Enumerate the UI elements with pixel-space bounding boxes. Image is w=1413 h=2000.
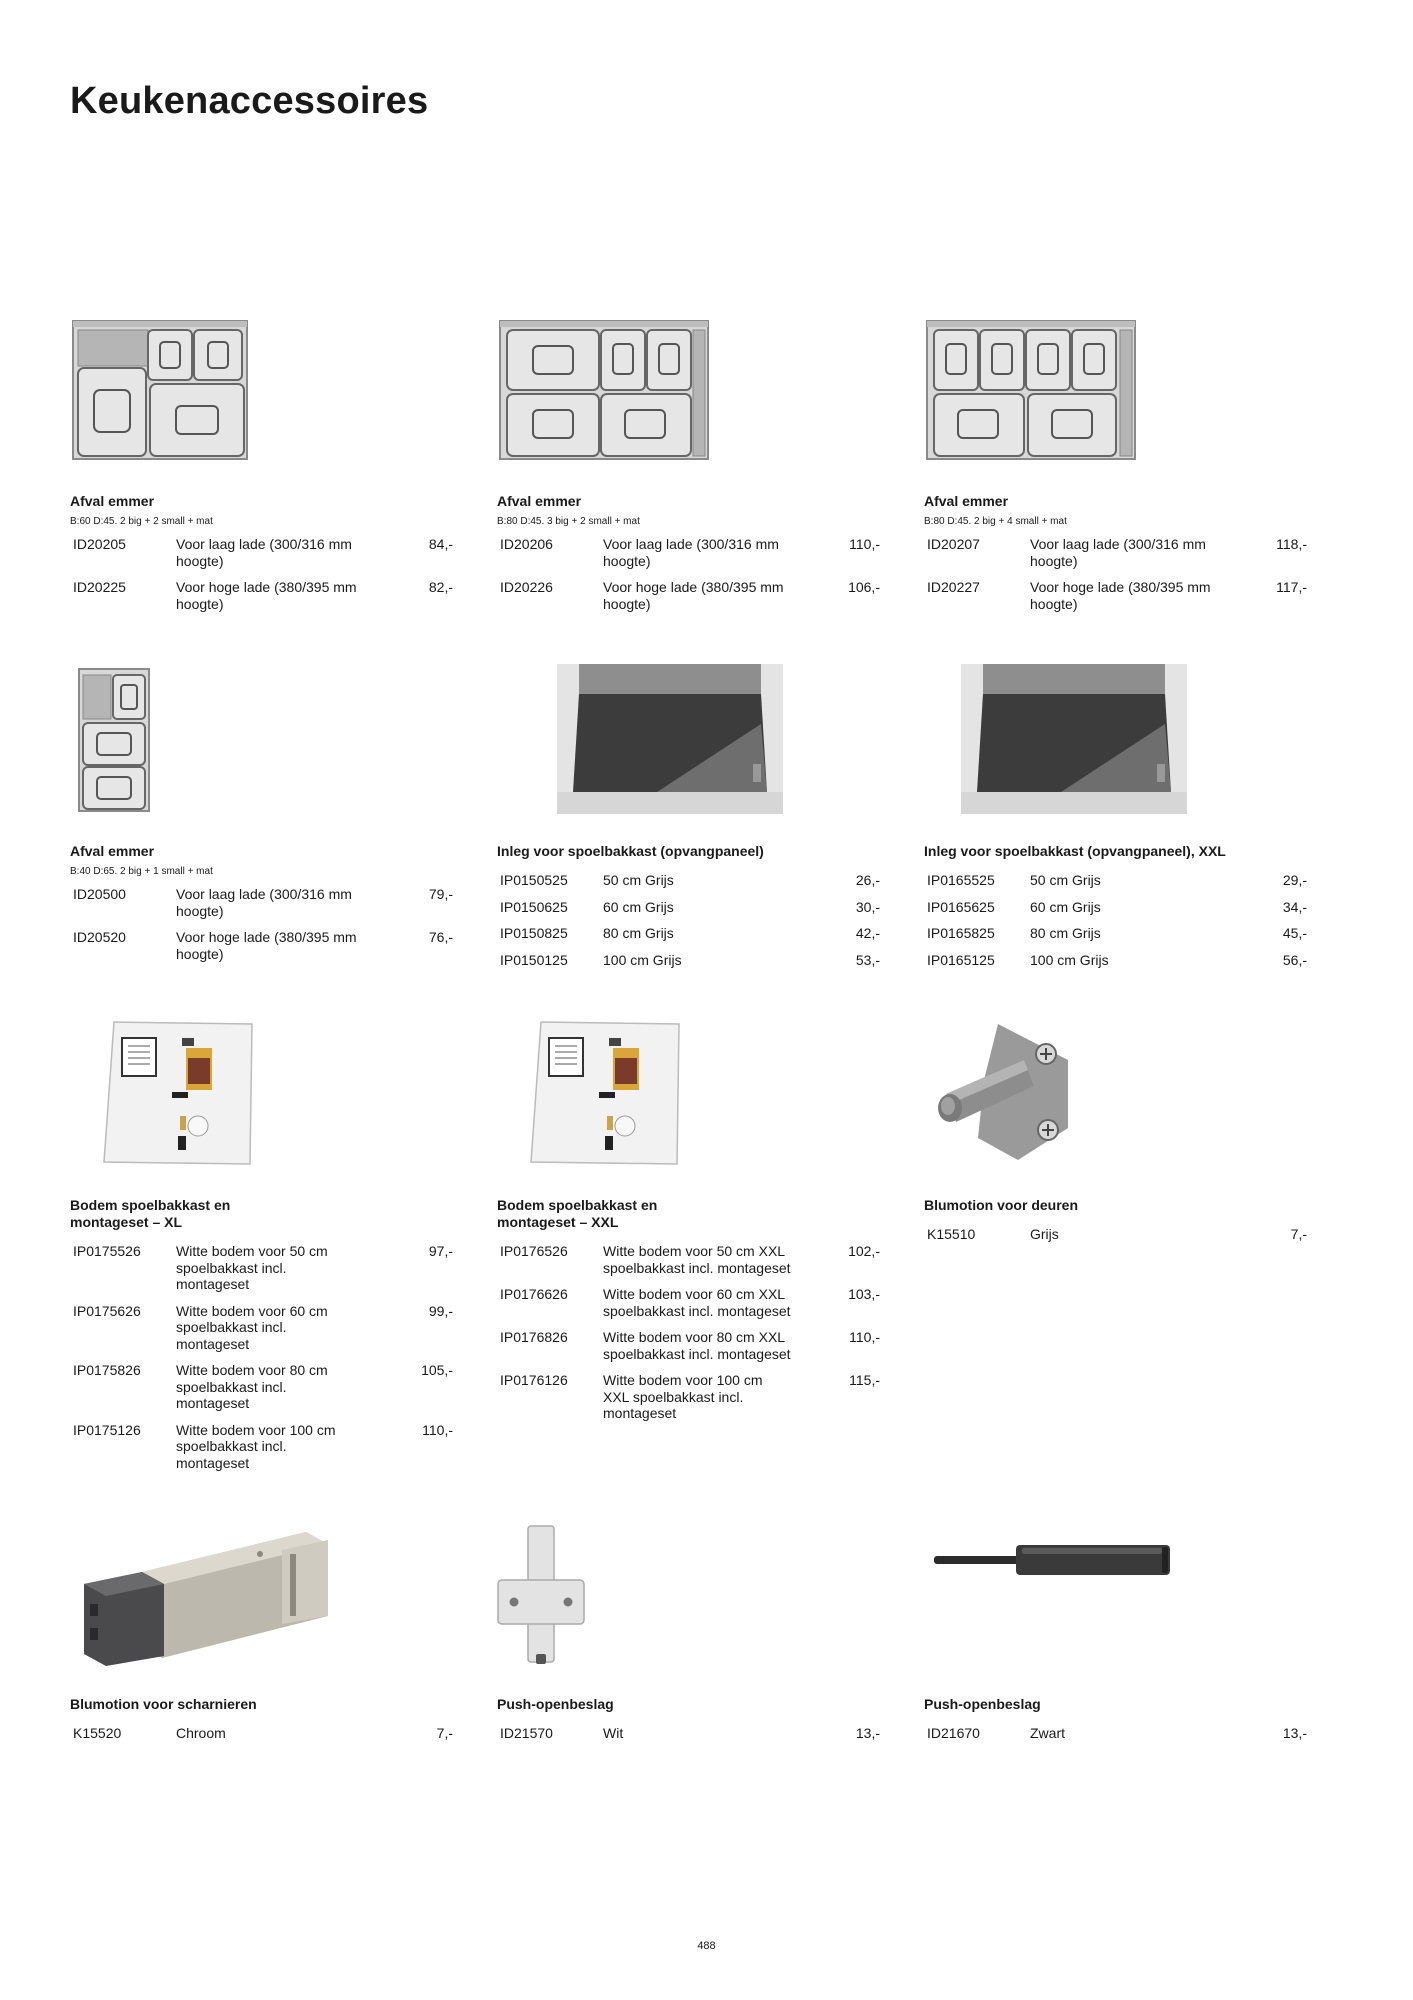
price-row	[70, 579, 470, 612]
article-description: Voor hoge lade (380/395 mm hoogte)	[176, 929, 357, 962]
article-price: 110,-	[422, 1421, 453, 1438]
article-price: 53,-	[855, 951, 880, 968]
article-code: ID20207	[927, 536, 980, 552]
article-code: ID20206	[500, 536, 553, 552]
article-code: IP0150525	[500, 872, 568, 888]
article-description: Voor laag lade (300/316 mm hoogte)	[1030, 536, 1206, 569]
article-price: 79,-	[428, 886, 453, 902]
article-description: Voor hoge lade (380/395 mm hoogte)	[603, 579, 784, 612]
push-opener-black-icon	[932, 1543, 1172, 1577]
article-code: IP0165625	[927, 898, 995, 915]
page-title: Keukenaccessoires	[70, 80, 429, 122]
article-code: ID20205	[73, 536, 126, 552]
article-code: IP0176526	[500, 1243, 568, 1259]
article-code: IP0165825	[927, 925, 995, 941]
price-row	[497, 872, 897, 889]
article-price: 110,-	[849, 1329, 880, 1345]
product-title: Push-openbeslag	[924, 1696, 1041, 1712]
price-row	[70, 1243, 470, 1293]
sink-base-panel-kit-icon	[102, 1020, 254, 1166]
price-table	[924, 536, 1324, 612]
article-description: Witte bodem voor 60 cm spoelbakkast incl. montageset	[176, 1302, 328, 1352]
price-row	[924, 872, 1324, 889]
product-card	[497, 1696, 897, 1752]
article-description: Voor hoge lade (380/395 mm hoogte)	[1030, 579, 1211, 612]
price-row	[924, 952, 1324, 969]
article-description: Wit	[603, 1725, 624, 1741]
price-table	[70, 886, 470, 962]
price-row	[497, 1286, 897, 1319]
product-card	[924, 493, 1324, 622]
article-description: 60 cm Grijs	[1030, 898, 1101, 915]
article-price: 13,-	[1282, 1725, 1307, 1741]
price-row	[70, 1303, 470, 1353]
price-table	[497, 872, 897, 968]
door-damper-icon	[928, 1020, 1084, 1170]
article-code: ID20520	[73, 929, 126, 945]
article-description: Voor laag lade (300/316 mm hoogte)	[176, 536, 352, 569]
article-description: Witte bodem voor 50 cm spoelbakkast incl. montageset	[176, 1243, 328, 1292]
product-card	[924, 843, 1324, 978]
article-description: Chroom	[176, 1725, 226, 1741]
price-row	[924, 925, 1324, 942]
product-card	[924, 1197, 1324, 1253]
price-row	[497, 899, 897, 916]
article-description: Voor laag lade (300/316 mm hoogte)	[176, 886, 352, 919]
price-table	[70, 1243, 470, 1471]
article-description: 50 cm Grijs	[603, 872, 674, 888]
article-code: ID21670	[927, 1725, 980, 1741]
article-code: IP0175126	[73, 1421, 141, 1438]
price-row	[924, 536, 1324, 569]
article-price: 56,-	[1282, 951, 1307, 968]
sink-base-panel-kit-icon	[529, 1020, 681, 1166]
article-code: IP0150825	[500, 925, 568, 941]
price-row	[497, 1243, 897, 1276]
article-code: IP0150625	[500, 898, 568, 915]
product-title: Push-openbeslag	[497, 1696, 614, 1712]
article-price: 110,-	[849, 536, 880, 552]
product-title: Inleg voor spoelbakkast (opvangpaneel)	[497, 843, 764, 859]
article-description: 50 cm Grijs	[1030, 872, 1101, 888]
product-card	[70, 493, 470, 622]
article-price: 42,-	[855, 925, 880, 941]
price-table	[70, 536, 470, 612]
product-title: Afval emmer	[924, 493, 1009, 509]
article-code: IP0150125	[500, 951, 568, 968]
article-code: K15520	[73, 1725, 122, 1741]
price-row	[497, 925, 897, 942]
article-price: 7,-	[436, 1725, 453, 1741]
product-card	[70, 1696, 470, 1752]
product-card	[497, 493, 897, 622]
price-row	[497, 1725, 897, 1742]
waste-bin-drawer-insert-icon	[924, 318, 1138, 464]
price-row	[70, 929, 470, 962]
price-row	[70, 886, 470, 919]
article-code: IP0175526	[73, 1243, 141, 1259]
article-description: Witte bodem voor 100 cm spoelbakkast incl. montageset	[176, 1421, 336, 1471]
price-table	[70, 1725, 470, 1742]
article-code: IP0176626	[500, 1286, 568, 1302]
product-title: Blumotion voor deuren	[924, 1197, 1078, 1213]
product-title: Afval emmer	[497, 493, 582, 509]
price-table	[924, 1226, 1324, 1243]
article-price: 106,-	[848, 579, 880, 595]
price-row	[70, 536, 470, 569]
product-card	[497, 1197, 897, 1432]
article-code: ID20500	[73, 886, 126, 902]
price-row	[497, 579, 897, 612]
article-description: Zwart	[1030, 1725, 1065, 1741]
product-subtitle: B:40 D:65. 2 big + 1 small + mat	[70, 866, 213, 877]
article-description: Grijs	[1030, 1226, 1059, 1242]
article-price: 13,-	[855, 1725, 880, 1741]
sink-cabinet-mat-icon	[557, 664, 783, 814]
article-code: IP0176126	[500, 1372, 568, 1388]
product-subtitle: B:60 D:45. 2 big + 2 small + mat	[70, 516, 213, 527]
article-price: 97,-	[428, 1243, 453, 1259]
article-price: 26,-	[855, 872, 880, 888]
article-price: 82,-	[428, 579, 453, 595]
article-price: 34,-	[1282, 898, 1307, 915]
waste-bin-drawer-insert-icon	[77, 667, 151, 813]
article-code: ID20225	[73, 579, 126, 595]
article-description: Witte bodem voor 100 cm XXL spoelbakkast incl. montageset	[603, 1372, 763, 1421]
price-row	[70, 1725, 470, 1742]
article-price: 117,-	[1276, 579, 1307, 595]
product-title: Afval emmer	[70, 843, 155, 859]
price-row	[497, 536, 897, 569]
price-row	[70, 1362, 470, 1412]
price-row	[924, 1226, 1324, 1243]
page-number: 488	[697, 1940, 716, 1952]
price-table	[497, 1725, 897, 1742]
article-description: 60 cm Grijs	[603, 898, 674, 915]
price-table	[924, 1725, 1324, 1742]
waste-bin-drawer-insert-icon	[70, 318, 250, 464]
article-description: 100 cm Grijs	[603, 951, 682, 968]
article-code: IP0175826	[73, 1362, 141, 1378]
price-row	[70, 1422, 470, 1472]
product-title: Blumotion voor scharnieren	[70, 1696, 257, 1712]
article-price: 76,-	[428, 929, 453, 945]
article-code: IP0176826	[500, 1329, 568, 1345]
article-description: Witte bodem voor 80 cm XXL spoelbakkast incl. montageset	[603, 1329, 791, 1362]
push-opener-white-icon	[496, 1524, 586, 1666]
product-card	[924, 1696, 1324, 1752]
article-price: 29,-	[1282, 872, 1307, 888]
price-table	[497, 536, 897, 612]
article-code: ID20227	[927, 579, 980, 595]
product-card	[70, 1197, 470, 1481]
product-title: Bodem spoelbakkast en montageset – XL	[70, 1197, 231, 1230]
product-card	[497, 843, 897, 978]
hinge-damper-icon	[82, 1520, 328, 1666]
article-description: 80 cm Grijs	[1030, 925, 1101, 941]
sink-cabinet-mat-icon	[961, 664, 1187, 814]
price-table	[497, 1243, 897, 1422]
article-description: Voor hoge lade (380/395 mm hoogte)	[176, 579, 357, 612]
article-description: Witte bodem voor 60 cm XXL spoelbakkast incl. montageset	[603, 1286, 791, 1319]
product-title: Afval emmer	[70, 493, 155, 509]
article-code: IP0165125	[927, 951, 995, 968]
article-price: 115,-	[849, 1372, 880, 1388]
article-price: 118,-	[1276, 536, 1307, 552]
article-description: Witte bodem voor 50 cm XXL spoelbakkast incl. montageset	[603, 1243, 791, 1276]
article-description: 80 cm Grijs	[603, 925, 674, 941]
product-title: Inleg voor spoelbakkast (opvangpaneel), XXL	[924, 843, 1226, 859]
article-description: Voor laag lade (300/316 mm hoogte)	[603, 536, 779, 569]
product-subtitle: B:80 D:45. 2 big + 4 small + mat	[924, 516, 1067, 527]
price-table	[924, 872, 1324, 968]
article-code: IP0165525	[927, 872, 995, 888]
article-price: 7,-	[1290, 1226, 1307, 1242]
article-code: ID21570	[500, 1725, 553, 1741]
price-row	[497, 1372, 897, 1422]
product-card	[70, 843, 470, 972]
article-code: ID20226	[500, 579, 553, 595]
article-price: 102,-	[848, 1243, 880, 1259]
article-description: 100 cm Grijs	[1030, 951, 1109, 968]
article-code: IP0175626	[73, 1302, 141, 1319]
article-price: 105,-	[421, 1362, 453, 1378]
waste-bin-drawer-insert-icon	[497, 318, 711, 464]
article-price: 103,-	[848, 1286, 880, 1302]
price-row	[497, 952, 897, 969]
price-row	[924, 1725, 1324, 1742]
article-price: 99,-	[428, 1302, 453, 1319]
price-row	[497, 1329, 897, 1362]
price-row	[924, 579, 1324, 612]
article-code: K15510	[927, 1226, 976, 1242]
article-description: Witte bodem voor 80 cm spoelbakkast incl. montageset	[176, 1362, 328, 1411]
article-price: 30,-	[855, 898, 880, 915]
article-price: 45,-	[1282, 925, 1307, 941]
price-row	[924, 899, 1324, 916]
product-title: Bodem spoelbakkast en montageset – XXL	[497, 1197, 658, 1230]
product-subtitle: B:80 D:45. 3 big + 2 small + mat	[497, 516, 640, 527]
article-price: 84,-	[428, 536, 453, 552]
